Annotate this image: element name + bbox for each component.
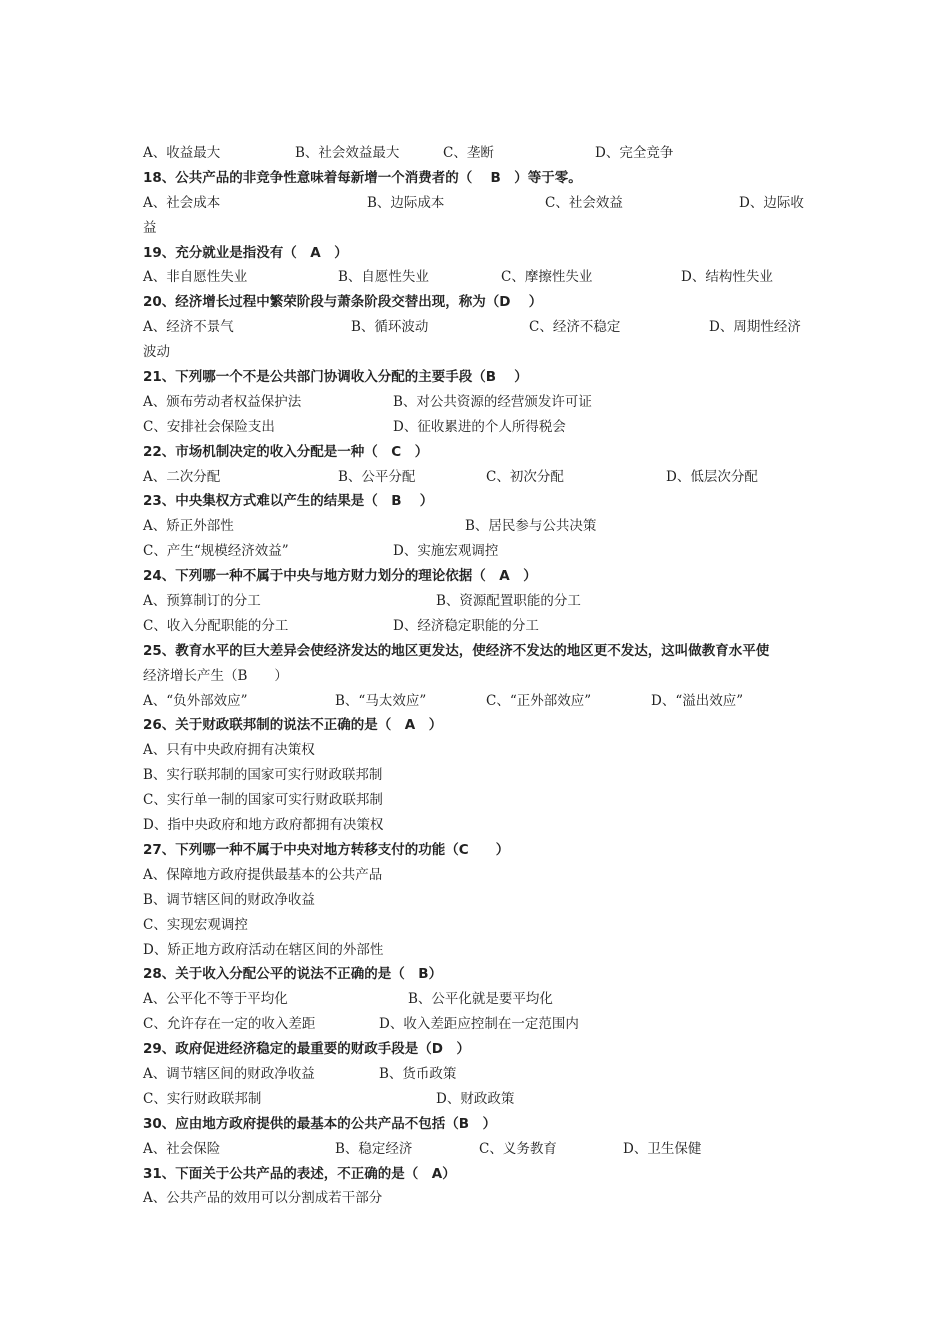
text-line: A、公共产品的效用可以分割成若干部分 [143, 1190, 383, 1207]
option-row [143, 1087, 813, 1112]
answer-option: D、收入差距应控制在一定范围内 [379, 1016, 579, 1033]
option-row [143, 514, 813, 539]
question-stem: 24、下列哪一种不属于中央与地方财力划分的理论依据（ A ） [143, 568, 537, 585]
answer-option: C、垄断 [443, 145, 494, 161]
text-line: 经济增长产生（B ） [143, 667, 288, 684]
option-row [143, 1012, 813, 1037]
answer-option: C、摩擦性失业 [501, 269, 593, 286]
answer-option: A、颁布劳动者权益保护法 [143, 393, 302, 410]
answer-option: A、社会保险 [143, 1140, 221, 1157]
text-line: D、矫正地方政府活动在辖区间的外部性 [143, 941, 384, 958]
option-row [143, 1062, 813, 1087]
answer-option: B、自愿性失业 [338, 269, 429, 286]
answer-option: B、循环波动 [351, 319, 429, 336]
answer-option: A、公平化不等于平均化 [143, 991, 288, 1008]
option-row [143, 589, 813, 614]
answer-option: C、经济不稳定 [529, 319, 621, 336]
answer-option: C、实行财政联邦制 [143, 1090, 262, 1107]
answer-option: C、初次分配 [486, 468, 564, 485]
answer-option: C、安排社会保险支出 [143, 418, 275, 435]
text-line: C、实现宏观调控 [143, 916, 248, 933]
question-stem: 19、充分就业是指没有（ A ） [143, 244, 348, 261]
answer-option: A、调节辖区间的财政净收益 [143, 1065, 315, 1082]
answer-option: B、公平分配 [338, 468, 416, 485]
option-row [143, 1137, 813, 1162]
answer-option: D、边际收 [739, 194, 804, 211]
question-stem: 26、关于财政联邦制的说法不正确的是（ A ） [143, 717, 443, 734]
question-stem: 20、经济增长过程中繁荣阶段与萧条阶段交替出现，称为（D ） [143, 294, 543, 311]
option-row [143, 191, 813, 216]
question-stem: 29、政府促进经济稳定的最重要的财政手段是（D ） [143, 1041, 470, 1058]
answer-option: A、预算制订的分工 [143, 593, 261, 610]
answer-option: D、“溢出效应” [651, 692, 744, 709]
text-line: D、指中央政府和地方政府都拥有决策权 [143, 817, 384, 834]
text-line: A、只有中央政府拥有决策权 [143, 742, 315, 759]
option-row [143, 390, 813, 415]
answer-option: A、“负外部效应” [143, 692, 248, 709]
answer-option: B、对公共资源的经营颁发许可证 [393, 393, 592, 410]
question-stem: 27、下列哪一种不属于中央对地方转移支付的功能（C ） [143, 841, 510, 858]
question-stem: 21、下列哪一个不是公共部门协调收入分配的主要手段（B ） [143, 369, 528, 386]
answer-option: D、经济稳定职能的分工 [393, 617, 539, 634]
answer-option: B、货币政策 [379, 1065, 457, 1082]
answer-option: D、卫生保健 [623, 1140, 702, 1157]
answer-option: B、“马太效应” [335, 692, 427, 709]
question-stem: 31、下面关于公共产品的表述，不正确的是（ A） [143, 1165, 456, 1182]
answer-option: B、边际成本 [367, 194, 445, 211]
answer-option: D、征收累进的个人所得税会 [393, 418, 566, 435]
text-line: C、实行单一制的国家可实行财政联邦制 [143, 792, 383, 809]
option-row [143, 265, 813, 290]
text-line: B、调节辖区间的财政净收益 [143, 891, 315, 908]
answer-option: C、产生“规模经济效益” [143, 543, 289, 560]
text-line: A、保障地方政府提供最基本的公共产品 [143, 866, 383, 883]
option-row [143, 614, 813, 639]
answer-option: D、财政政策 [436, 1090, 515, 1107]
answer-option: D、完全竞争 [595, 145, 674, 161]
answer-option: A、非自愿性失业 [143, 269, 248, 286]
answer-option: A、二次分配 [143, 468, 221, 485]
answer-option: D、结构性失业 [681, 269, 773, 286]
answer-option: A、矫正外部性 [143, 518, 234, 535]
answer-option: A、收益最大 [143, 145, 221, 161]
option-row [143, 689, 813, 714]
option-row [143, 987, 813, 1012]
answer-option: C、允许存在一定的收入差距 [143, 1016, 316, 1033]
question-list [143, 141, 813, 1211]
question-stem: 30、应由地方政府提供的最基本的公共产品不包括（B ） [143, 1115, 497, 1132]
option-row [143, 539, 813, 564]
answer-option: B、社会效益最大 [295, 145, 400, 161]
question-stem: 18、公共产品的非竞争性意味着每新增一个消费者的（ B ）等于零。 [143, 169, 582, 186]
answer-option: D、低层次分配 [666, 468, 758, 485]
answer-option: C、义务教育 [479, 1140, 557, 1157]
answer-option: D、周期性经济 [709, 319, 801, 336]
option-row [143, 141, 813, 166]
text-line: 波动 [143, 344, 170, 361]
option-row [143, 415, 813, 440]
text-line: B、实行联邦制的国家可实行财政联邦制 [143, 767, 383, 784]
answer-option: B、稳定经济 [335, 1140, 413, 1157]
answer-option: A、社会成本 [143, 194, 221, 211]
question-stem: 23、中央集权方式难以产生的结果是（ B ） [143, 493, 434, 510]
option-row [143, 315, 813, 340]
question-stem: 28、关于收入分配公平的说法不正确的是（ B） [143, 966, 443, 983]
text-line: 益 [143, 219, 157, 236]
answer-option: D、实施宏观调控 [393, 543, 499, 560]
question-stem: 25、教育水平的巨大差异会使经济发达的地区更发达，使经济不发达的地区更不发达，这叫做教育水平使 [143, 642, 770, 659]
option-row [143, 465, 813, 490]
answer-option: B、资源配置职能的分工 [436, 593, 581, 610]
question-stem: 22、市场机制决定的收入分配是一种（ C ） [143, 443, 429, 460]
answer-option: B、居民参与公共决策 [465, 518, 597, 535]
answer-option: C、社会效益 [545, 194, 623, 211]
answer-option: B、公平化就是要平均化 [408, 991, 553, 1008]
answer-option: C、“正外部效应” [486, 692, 592, 709]
answer-option: A、经济不景气 [143, 319, 234, 336]
answer-option: C、收入分配职能的分工 [143, 617, 289, 634]
